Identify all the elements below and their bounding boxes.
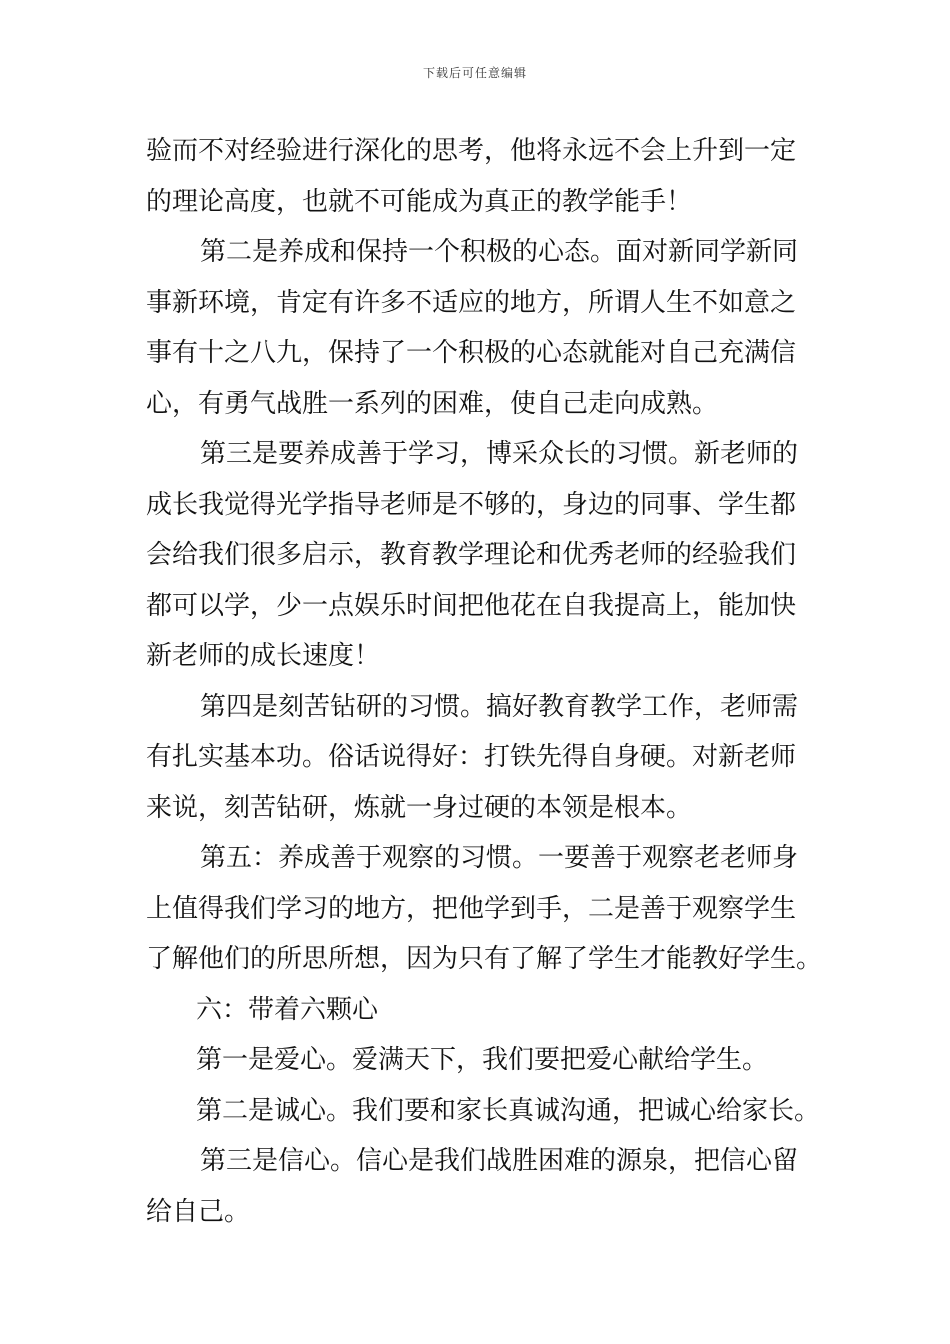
text-line: 了解他们的所思所想，因为只有了解了学生才能教好学生。 <box>146 944 823 974</box>
text-line: 事新环境，肯定有许多不适应的地方，所谓人生不如意之 <box>146 287 797 318</box>
text-line: 验而不对经验进行深化的思考，他将永远不会上升到一定 <box>146 136 797 166</box>
text-line: 有扎实基本功。俗话说得好：打铁先得自身硬。对新老师 <box>146 742 797 772</box>
text-line: 的理论高度，也就不可能成为真正的教学能手！ <box>146 186 693 217</box>
text-line: 事有十之八九，保持了一个积极的心态就能对自己充满信 <box>146 338 797 368</box>
paragraph-first-line: 第一是爱心。爱满天下，我们要把爱心献给学生。 <box>196 1045 769 1075</box>
paragraph-first-line: 第二是养成和保持一个积极的心态。面对新同学新同 <box>200 237 799 267</box>
document-body <box>146 126 823 1237</box>
text-line: 上值得我们学习的地方，把他学到手，二是善于观察学生 <box>146 893 797 924</box>
paragraph-first-line: 第二是诚心。我们要和家长真诚沟通，把诚心给家长。 <box>196 1095 821 1126</box>
paragraph-first-line: 第三是要养成善于学习，博采众长的习惯。新老师的 <box>200 439 799 469</box>
text-line: 来说，刻苦钻研，炼就一身过硬的本领是根本。 <box>146 792 693 823</box>
text-line: 成长我觉得光学指导老师是不够的，身边的同事、学生都 <box>146 489 797 520</box>
text-line: 给自己。 <box>146 1196 251 1227</box>
page-header-note: 下载后可任意编辑 <box>422 66 527 80</box>
paragraph-first-line: 第三是信心。信心是我们战胜困难的源泉，把信心留 <box>200 1146 799 1176</box>
text-line: 会给我们很多启示，教育教学理论和优秀老师的经验我们 <box>146 540 797 570</box>
section-heading: 六：带着六颗心 <box>196 994 379 1025</box>
paragraph-first-line: 第四是刻苦钻研的习惯。搞好教育教学工作，老师需 <box>200 691 799 722</box>
text-line: 都可以学，少一点娱乐时间把他花在自我提高上，能加快 <box>146 590 797 621</box>
paragraph-first-line: 第五：养成善于观察的习惯。一要善于观察老老师身 <box>200 843 799 873</box>
text-line: 新老师的成长速度！ <box>146 641 381 671</box>
text-line: 心，有勇气战胜一系列的困难，使自己走向成熟。 <box>146 388 719 419</box>
